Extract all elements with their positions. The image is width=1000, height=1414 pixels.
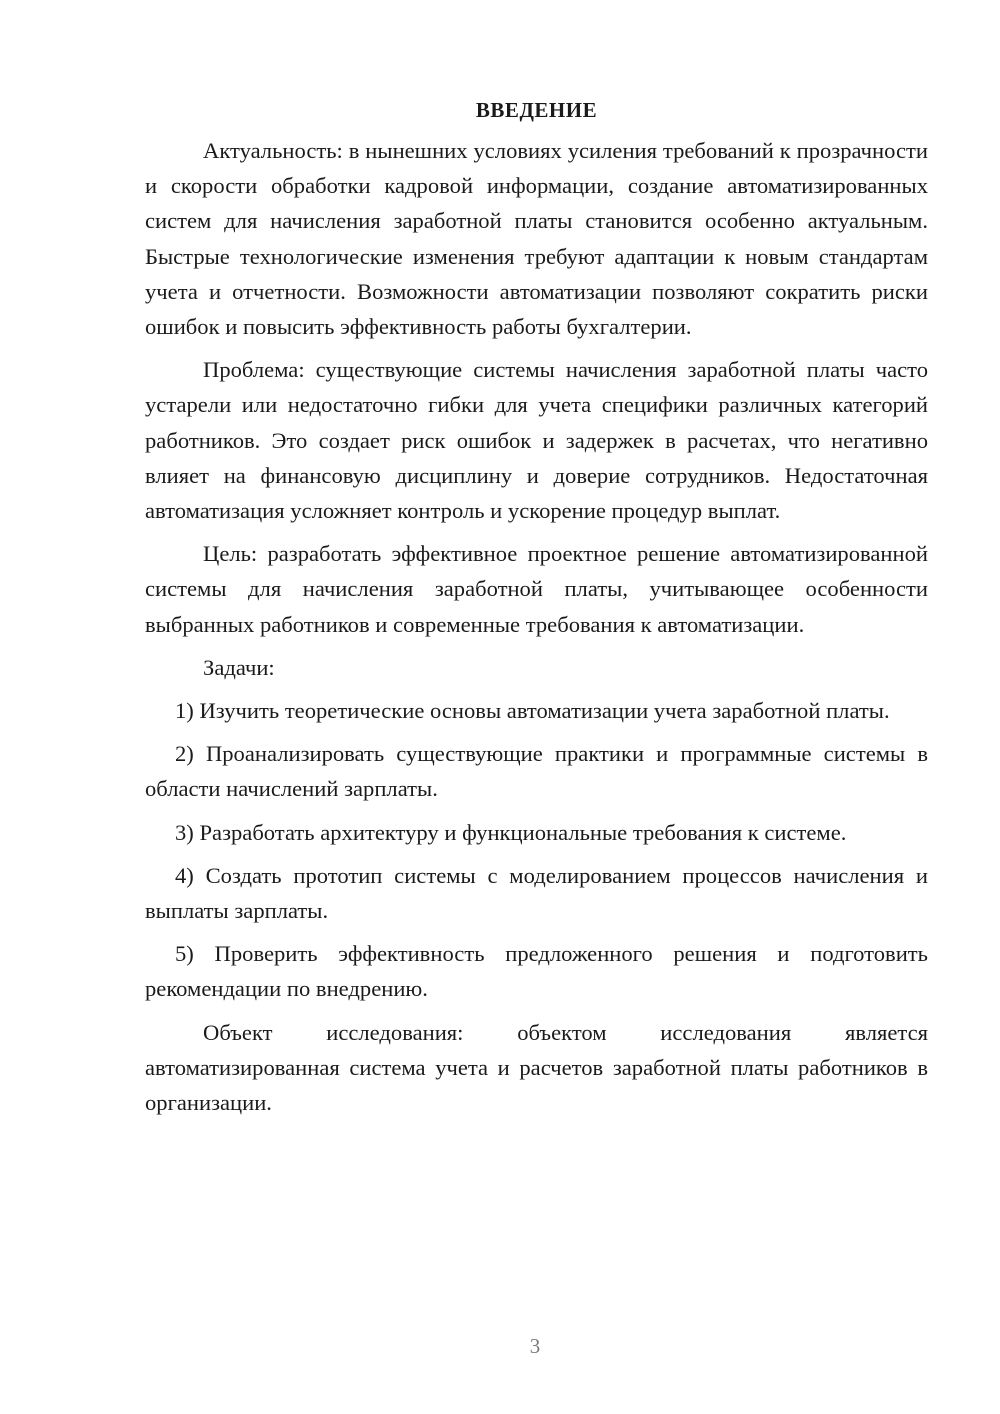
tasks-heading: Задачи:	[203, 654, 275, 680]
page-number: 3	[529, 1334, 541, 1358]
task-item-2: 2) Проанализировать существующие практики и программные системы в области начислений зарплаты.	[145, 741, 928, 802]
document-body	[145, 95, 928, 1128]
paragraph-problem: Проблема: существующие системы начисления заработной платы часто устарели или недостаточно гибки для учета специфики различных категорий работников. Это создает риск ошибок и задержек в расчетах, что негативно влияет на финансовую дисциплину и доверие сотрудников. Недостаточная автоматизация усложняет контроль и ускорение процедур выплат.	[145, 357, 928, 524]
task-item-4: 4) Создать прототип системы с моделированием процессов начисления и выплаты зарплаты.	[145, 862, 928, 924]
task-item-3: 3) Разработать архитектуру и функциональные требования к системе.	[175, 819, 847, 845]
task-item-5: 5) Проверить эффективность предложенного решения и подготовить рекомендации по внедрению.	[145, 941, 928, 1002]
paragraph-relevance: Актуальность: в нынешних условиях усиления требований к прозрачности и скорости обработки кадровой информации, создание автоматизированных систем для начисления заработной платы становится особенно актуальным. Быстрые технологические изменения требуют адаптации к новым стандартам учета и отчетности. Возможности автоматизации позволяют сократить риски ошибок и повысить эффективность работы бухгалтерии.	[145, 138, 928, 340]
section-title: ВВЕДЕНИЕ	[475, 98, 598, 122]
task-item-1: 1) Изучить теоретические основы автоматизации учета заработной платы.	[175, 698, 890, 724]
paragraph-object: Объект исследования: объектом исследования является автоматизированная система учета и расчетов заработной платы работников в организации.	[145, 1019, 928, 1116]
paragraph-goal: Цель: разработать эффективное проектное решение автоматизированной системы для начисления заработной платы, учитывающее особенности выбранных работников и современные требования к автоматизации.	[145, 541, 928, 637]
